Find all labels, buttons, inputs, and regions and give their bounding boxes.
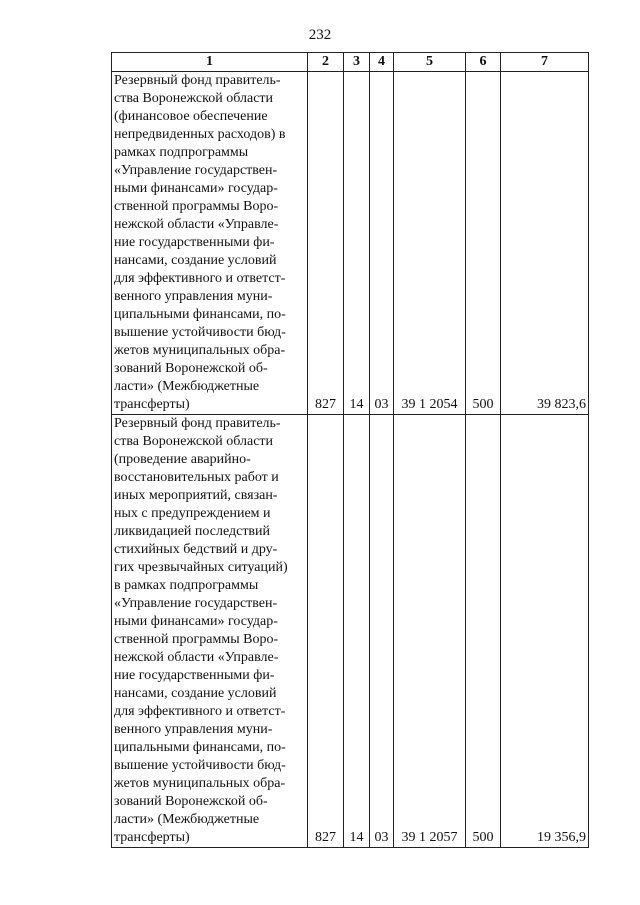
description-line: ства Воронежской области — [114, 434, 274, 449]
description-line: вышение устойчивости бюд- — [114, 758, 286, 773]
description-line: «Управление государствен- — [114, 163, 278, 178]
description-line: (финансовое обеспечение — [114, 109, 268, 124]
description-line: ние государственными фи- — [114, 668, 275, 683]
description-line: восстановительных работ и — [114, 470, 279, 485]
row-description — [112, 72, 308, 415]
page-number: 232 — [308, 27, 332, 43]
description-line: для эффективного и ответст- — [114, 704, 286, 719]
table-row — [112, 415, 589, 848]
description-line: стихийных бедствий и дру- — [114, 542, 278, 557]
description-line: ципальными финансами, по- — [114, 740, 286, 755]
cell-target-article: 39 1 2057 — [394, 415, 466, 848]
header-col-3: 3 — [344, 53, 370, 72]
cell-ministry-code: 827 — [308, 72, 344, 415]
description-line: нежской области «Управле- — [114, 217, 279, 232]
header-col-6: 6 — [466, 53, 501, 72]
description-line: жетов муниципальных обра- — [114, 343, 286, 358]
description-line: зований Воронежской об- — [114, 794, 268, 809]
description-line: зований Воронежской об- — [114, 361, 268, 376]
description-line: ных с предупреждением и — [114, 506, 271, 521]
header-col-1: 1 — [112, 53, 308, 72]
cell-subsection: 03 — [370, 415, 394, 848]
description-line: рамках подпрограммы — [114, 145, 249, 160]
description-line: трансферты) — [114, 830, 190, 845]
description-line: венного управления муни- — [114, 289, 273, 304]
cell-amount: 19 356,9 — [501, 415, 589, 848]
header-col-4: 4 — [370, 53, 394, 72]
cell-amount: 39 823,6 — [501, 72, 589, 415]
cell-expense-type: 500 — [466, 72, 501, 415]
description-line: ципальными финансами, по- — [114, 307, 286, 322]
description-line: в рамках подпрограммы — [114, 578, 259, 593]
description-line: ласти» (Межбюджетные — [114, 812, 260, 827]
description-line: ства Воронежской области — [114, 91, 274, 106]
description-line: гих чрезвычайных ситуаций) — [114, 560, 288, 575]
description-line: ние государственными фи- — [114, 235, 275, 250]
description-line: вышение устойчивости бюд- — [114, 325, 286, 340]
table-row — [112, 72, 589, 415]
description-line: трансферты) — [114, 397, 190, 412]
description-line: нежской области «Управле- — [114, 650, 279, 665]
description-line: (проведение аварийно- — [114, 452, 251, 467]
cell-target-article: 39 1 2054 — [394, 72, 466, 415]
description-line: непредвиденных расходов) в — [114, 127, 286, 142]
description-line: ными финансами» государ- — [114, 614, 278, 629]
description-line: нансами, создание условий — [114, 686, 277, 701]
cell-section: 14 — [344, 415, 370, 848]
cell-section: 14 — [344, 72, 370, 415]
row-description — [112, 415, 308, 848]
header-row — [112, 53, 589, 72]
cell-ministry-code: 827 — [308, 415, 344, 848]
description-line: жетов муниципальных обра- — [114, 776, 286, 791]
description-line: для эффективного и ответст- — [114, 271, 286, 286]
description-line: ными финансами» государ- — [114, 181, 278, 196]
description-line: иных мероприятий, связан- — [114, 488, 278, 503]
description-line: Резервный фонд правитель- — [114, 416, 281, 431]
description-line: ликвидацией последствий — [114, 524, 271, 539]
budget-table — [111, 52, 589, 848]
header-col-7: 7 — [501, 53, 589, 72]
description-line: «Управление государствен- — [114, 596, 278, 611]
cell-expense-type: 500 — [466, 415, 501, 848]
description-line: нансами, создание условий — [114, 253, 277, 268]
description-line: Резервный фонд правитель- — [114, 73, 281, 88]
header-col-5: 5 — [394, 53, 466, 72]
description-line: венного управления муни- — [114, 722, 273, 737]
header-col-2: 2 — [308, 53, 344, 72]
description-line: ственной программы Воро- — [114, 632, 279, 647]
cell-subsection: 03 — [370, 72, 394, 415]
description-line: ственной программы Воро- — [114, 199, 279, 214]
description-line: ласти» (Межбюджетные — [114, 379, 260, 394]
